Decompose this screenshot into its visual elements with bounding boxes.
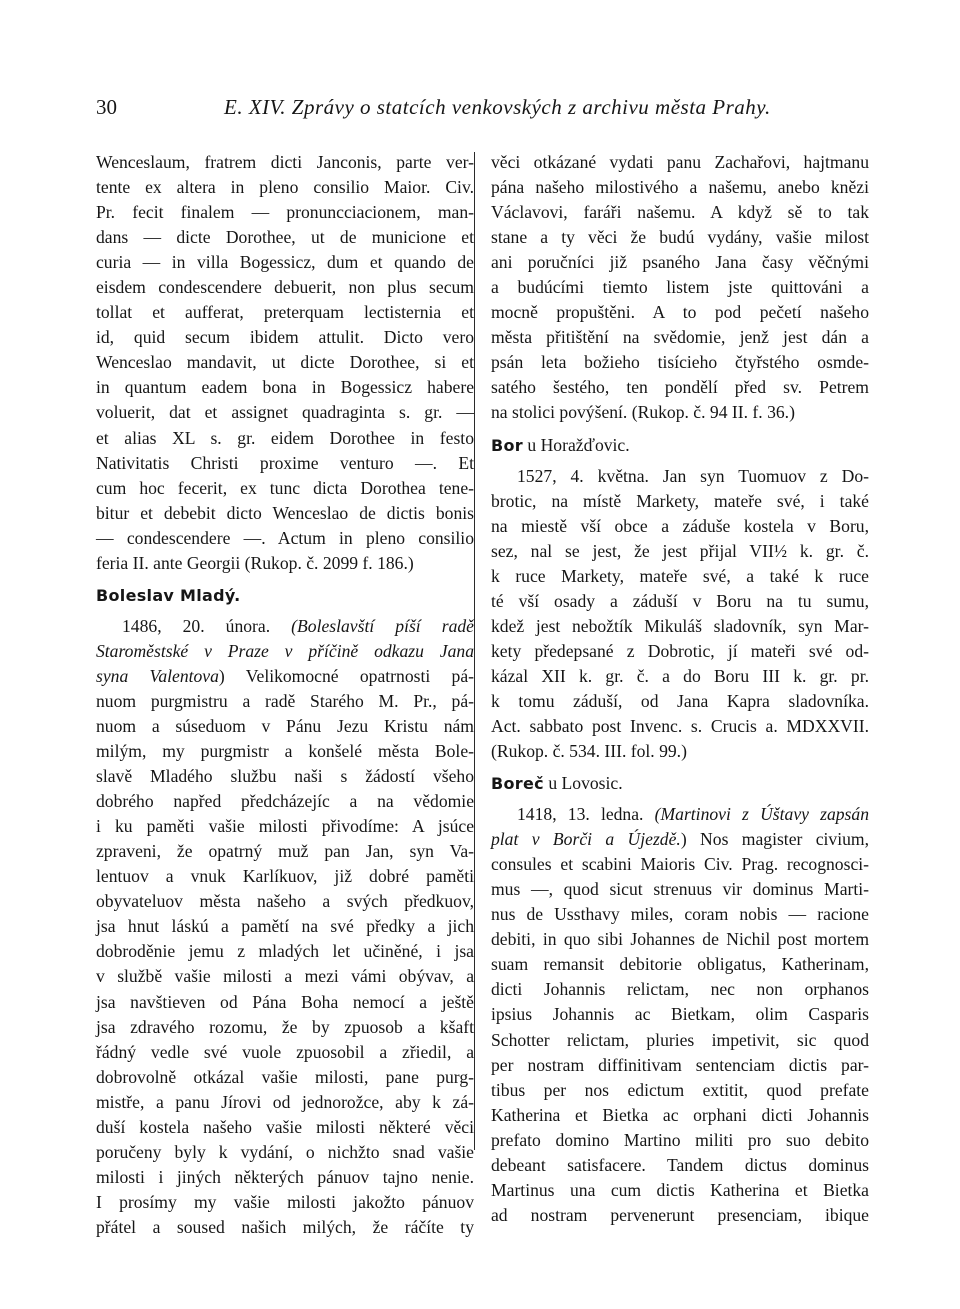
entry-summary-italic: plat v Borči a Újezdě. <box>491 829 681 850</box>
text-line: bitur et debebit dicto Wenceslao de dictis bonis <box>96 502 474 523</box>
text-line: (Rukop. č. 534. III. fol. 99.) <box>491 741 687 762</box>
text-line: ani poručníci již psaného Jana časy věčnými <box>491 252 869 273</box>
text-line: pána našeho milostivého a našemu, anebo knězi <box>491 177 869 198</box>
text-line: consules et scabini Maioris Civ. Prag. recognosci- <box>491 854 869 875</box>
text-line: feria II. ante Georgii (Rukop. č. 2099 f. 186.) <box>96 552 414 573</box>
text-line: i ku paměti vašie milosti přivodíme: A jsúce <box>96 816 474 837</box>
entry-summary-italic: (Boleslavští píší radě <box>291 615 474 636</box>
text-line: — condescendere —. Actum in pleno consilio <box>96 527 474 548</box>
text-line: prefato domino Martino militi pro suo debito <box>491 1129 869 1150</box>
text-line: sez, nal se jest, že jest přijal VII½ k. gr. č. <box>491 540 869 561</box>
text-line: nuom a súseduom v Pánu Jezu Kristu nám <box>96 715 474 736</box>
section-heading-locality: u Lovosic. <box>548 773 623 794</box>
text-line: voluerit, dat et assignet quadraginta s. gr. — <box>96 402 474 423</box>
page-number: 30 <box>96 95 117 119</box>
left-column <box>96 150 474 1240</box>
section-heading-place: Boreč <box>491 774 544 794</box>
text-line: mocně propuštěni. A to pod pečetí našeho <box>491 302 869 323</box>
text-line: I prosímy my vašie milosti jakožto pánuov <box>96 1191 474 1212</box>
section-heading-bor <box>491 430 869 460</box>
text-line: té vší osady a záduší v Boru na tu sumu, <box>491 590 869 611</box>
text-line: kdež jest nebožtík Mikuláš sladovník, syn Mar- <box>491 615 869 636</box>
right-paragraph-2 <box>491 464 869 765</box>
text-line: mus —, quod sicut strenuus vir dominus Marti- <box>491 879 869 900</box>
text-line: k tomu záduší, od Jana Kapra sladovníka. <box>491 690 869 711</box>
text-line: tibus per nos edictum extitit, quod prefate <box>491 1079 869 1100</box>
text-line: kázal XII k. gr. č. a do Boru III k. gr. pr. <box>491 665 869 686</box>
text-line: na miestě vší obce a záduše kostela v Boru, <box>491 515 869 536</box>
text-line: ipsius Johannis ac Bietkam, olim Casparis <box>491 1004 869 1025</box>
text-line: Schotter relictam, pluries impetivit, sic quod <box>491 1029 869 1050</box>
text-line: dans — dicte Dorothee, ut de municione et <box>96 227 474 248</box>
text-line: eisdem condescendere debuerit, non plus secum <box>96 277 474 298</box>
right-column <box>491 150 869 1228</box>
text-line <box>491 802 869 827</box>
left-paragraph-2 <box>96 614 474 1240</box>
left-paragraph-1 <box>96 150 474 576</box>
text-line: jsa navštieven od Pána Boha nemocí a ještě <box>96 991 474 1012</box>
text-line: Václavovi, faráři našemu. A když sě to tak <box>491 202 869 223</box>
text-line: dobrovolně otkázal vašie milosti, pane purg- <box>96 1066 474 1087</box>
text-line: Martinus una cum dictis Katherina et Bietka <box>491 1179 869 1200</box>
text-line: města přitištění na svědomie, jenž jest dán a <box>491 327 869 348</box>
text-line: přátel a soused našich milých, že ráčíte ty <box>96 1216 474 1237</box>
text-line: nus de Ussthavy miles, coram nobis — racione <box>491 904 869 925</box>
entry-summary-italic: syna Valentova <box>96 665 219 686</box>
right-paragraph-1 <box>491 150 869 426</box>
text-line: ad nostram pervenerunt presenciam, ibique <box>491 1204 869 1225</box>
text-line <box>491 827 869 852</box>
text-line <box>96 614 474 639</box>
text-line: nuom purgmistru a radě Starého M. Pr., pá- <box>96 690 474 711</box>
text-line: řádný vedle své vuole zpuosobil a zřiedil, a <box>96 1041 474 1062</box>
text-line: stane a ty věci že budú vydány, vašie milost <box>491 227 869 248</box>
text-line: poručeny byly k vydání, o nichžto snad vašie <box>96 1141 474 1162</box>
entry-date: 1486, 20. února. <box>122 615 271 636</box>
text-line: milým, my purgmistr a konšelé města Bole- <box>96 741 474 762</box>
text-line: suam remansit debitorie obligatus, Katherinam, <box>491 954 869 975</box>
text-line: curia — in villa Bogessicz, dum et quando de <box>96 252 474 273</box>
entry-summary-italic: (Martinovi z Úštavy zapsán <box>654 804 869 825</box>
section-heading-boleslav <box>96 580 474 610</box>
text-line: Katherina et Bietka ac orphani dicti Johannis <box>491 1104 869 1125</box>
text-line: obyvateluov města našeho a svých předkuov, <box>96 891 474 912</box>
text-line: tollat et aufferat, preterquam lectisternia et <box>96 302 474 323</box>
text-line: milosti i jiných některých pánuov tajno nenie. <box>96 1166 474 1187</box>
text-line: zpraveni, že opatrný muž pan Jan, syn Va- <box>96 841 474 862</box>
text-line: v službě vašie milosti a mezi vámi obývav, a <box>96 966 474 987</box>
text-line: in quantum eadem bona in Bogessicz habere <box>96 377 474 398</box>
text-line: lentuov a vnuk Karlíkuov, již dobré paměti <box>96 866 474 887</box>
entry-date: 1418, 13. ledna. <box>517 804 644 825</box>
text-line: Staroměstské v Praze v příčině odkazu Jana <box>96 640 474 661</box>
section-heading-text: Boleslav Mladý. <box>96 585 241 605</box>
text-line: dobroděnie jemu z mladých let učiněné, i jsa <box>96 941 474 962</box>
right-paragraph-3 <box>491 802 869 1228</box>
section-heading-locality: u Horažďovic. <box>527 434 630 455</box>
text-line: k ruce Markety, mateře své, a také k ruce <box>491 565 869 586</box>
text-line: et alias XL s. gr. eidem Dorothee in festo <box>96 427 474 448</box>
text-line: kety předepsané z Dobrotic, jí mateři své od- <box>491 640 869 661</box>
text-line: jsa zdravého rozomu, že by zpuosob a kšaft <box>96 1016 474 1037</box>
text-line: debeant satisfacere. Tandem dictus dominus <box>491 1154 869 1175</box>
text-line: Pr. fecit finalem — pronuncciacionem, man- <box>96 202 474 223</box>
page-header <box>96 95 864 125</box>
text-line: cum hoc fecerit, ex tunc dicta Dorothea tene- <box>96 477 474 498</box>
text-line: Wenceslaum, fratrem dicti Janconis, parte ver- <box>96 152 474 172</box>
column-divider <box>474 152 475 1150</box>
text-line: tente ex altera in pleno consilio Maior. Civ. <box>96 177 474 198</box>
text-line: věci otkázané vydati panu Zachařovi, hajtmanu <box>491 152 869 172</box>
section-heading-borec <box>491 768 869 798</box>
text-span: ) Velikomocné opatrnosti pá- <box>218 665 474 686</box>
text-line: jsa hnut láskú a pamětí na své předky a jich <box>96 916 474 937</box>
text-line: Act. sabbato post Invenc. s. Crucis a. MDXXVII. <box>491 715 869 736</box>
text-line: na stolici povýšení. (Rukop. č. 94 II. f. 36.) <box>491 402 795 423</box>
text-line: Nativitatis Christi proxime venturo —. Et <box>96 452 474 473</box>
text-span: ) Nos magister civium, <box>680 829 870 850</box>
text-line <box>96 664 474 689</box>
text-line: psán leta božieho tisícieho čtyřstého osmde- <box>491 352 869 373</box>
text-line: Wenceslao mandavit, ut dicte Dorothee, si et <box>96 352 474 373</box>
text-line: 1527, 4. května. Jan syn Tuomuov z Do- <box>517 465 869 486</box>
text-line: satého šestého, ten pondělí před sv. Petrem <box>491 377 869 398</box>
running-title: E. XIV. Zprávy o statcích venkovských z archivu města Prahy. <box>224 95 771 119</box>
text-line: dobrého napřed předcházejíc a na vědomie <box>96 791 474 812</box>
text-line: duší kostela našeho vašie milosti některé věci <box>96 1116 474 1137</box>
text-line: slavě Mladého službu naši s žádostí všeho <box>96 766 474 787</box>
section-heading-place: Bor <box>491 435 523 455</box>
text-line: id, quid secum ibidem attulit. Dicto vero <box>96 327 474 348</box>
text-line: per nostram diffinitivam sentenciam dictis par- <box>491 1054 869 1075</box>
text-line: mistře, a panu Jírovi od jednorožce, aby k zá- <box>96 1091 474 1112</box>
text-line: debiti, in quo sibi Johannes de Nichil post mortem <box>491 929 869 950</box>
text-line: dicti Johannis relictam, nec non orphanos <box>491 979 869 1000</box>
text-line: a budúcími tiemto listem jste quittováni a <box>491 277 869 298</box>
text-line: brotic, na místě Markety, mateře své, i také <box>491 490 869 511</box>
